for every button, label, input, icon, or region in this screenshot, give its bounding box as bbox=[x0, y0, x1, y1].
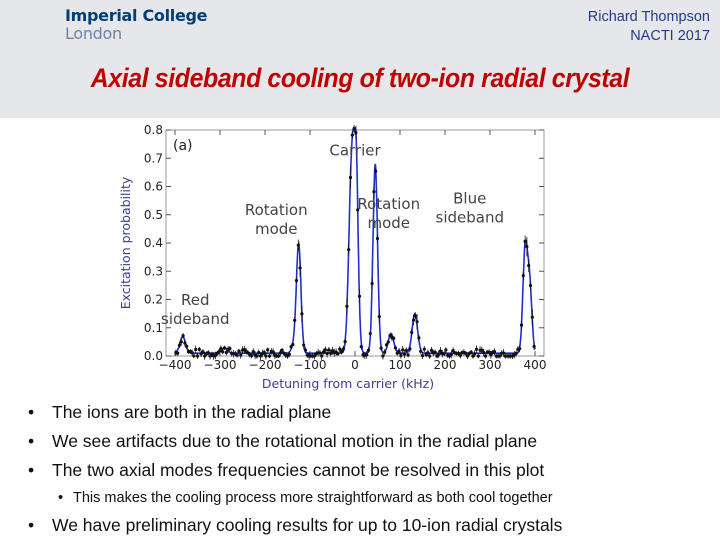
data-point bbox=[439, 349, 442, 352]
annotation-line: sideband bbox=[435, 208, 504, 227]
data-point bbox=[428, 354, 431, 357]
annotation-line: mode bbox=[254, 219, 298, 238]
x-tick-label: 0 bbox=[351, 358, 359, 372]
x-tick-label: 200 bbox=[433, 358, 457, 372]
annotation-line: mode bbox=[367, 214, 411, 233]
data-point bbox=[360, 345, 363, 348]
data-point bbox=[297, 244, 300, 247]
annotation-line: sideband bbox=[161, 310, 230, 329]
bullet-text: We see artifacts due to the rotational motion in the radial plane bbox=[52, 431, 538, 451]
bullet-text: The two axial modes frequencies cannot be resolved in this plot bbox=[52, 460, 545, 480]
x-tick-label: 300 bbox=[478, 358, 502, 372]
bullet-text: The ions are both in the radial plane bbox=[52, 402, 332, 422]
data-point bbox=[345, 305, 348, 308]
data-point bbox=[380, 347, 383, 350]
x-axis-label: Detuning from carrier (kHz) bbox=[261, 376, 435, 391]
x-tick-label: 400 bbox=[523, 358, 547, 372]
data-point bbox=[207, 351, 210, 354]
bullet-dot-icon: • bbox=[28, 515, 35, 535]
data-point bbox=[344, 340, 347, 343]
bullet-text: We have preliminary cooling results for up to 10-ion radial crystals bbox=[52, 515, 563, 535]
data-point bbox=[464, 352, 467, 355]
data-point bbox=[236, 354, 239, 357]
data-point bbox=[407, 353, 410, 356]
data-point bbox=[281, 349, 284, 352]
bullet-dot-icon: • bbox=[28, 460, 35, 480]
data-point bbox=[437, 353, 440, 356]
data-point bbox=[475, 348, 478, 351]
data-point bbox=[183, 341, 186, 344]
data-point bbox=[414, 314, 417, 317]
imperial-logo bbox=[65, 7, 207, 43]
data-point bbox=[434, 351, 437, 354]
bullet-text: This makes the cooling process more straightforward as both cool together bbox=[73, 490, 553, 506]
data-point bbox=[342, 348, 345, 351]
data-point bbox=[354, 131, 357, 134]
data-point bbox=[423, 348, 426, 351]
bullet-dot-icon: • bbox=[28, 431, 35, 451]
data-point bbox=[194, 348, 197, 351]
data-point bbox=[351, 133, 354, 136]
data-point bbox=[518, 347, 521, 350]
data-point bbox=[225, 351, 228, 354]
annotation-line: Rotation bbox=[244, 200, 308, 219]
data-point bbox=[421, 354, 424, 357]
annotation-line: Red bbox=[181, 291, 210, 310]
slide-header bbox=[0, 0, 720, 118]
data-point bbox=[426, 351, 429, 354]
annotation-line: Blue bbox=[453, 189, 487, 208]
data-point bbox=[182, 334, 185, 337]
data-point bbox=[498, 354, 501, 357]
data-point bbox=[320, 354, 323, 357]
panel-label: (a) bbox=[173, 138, 193, 154]
data-point bbox=[336, 352, 339, 355]
data-point bbox=[358, 295, 361, 298]
data-point bbox=[324, 348, 327, 351]
data-point bbox=[239, 354, 242, 357]
data-point bbox=[515, 352, 518, 355]
data-point bbox=[347, 248, 350, 251]
data-point bbox=[527, 264, 530, 267]
data-point bbox=[367, 349, 370, 352]
data-point bbox=[300, 312, 303, 315]
data-point bbox=[295, 279, 298, 282]
data-point bbox=[459, 354, 462, 357]
y-tick-label: 0.2 bbox=[143, 292, 163, 307]
data-point bbox=[365, 353, 368, 356]
data-point bbox=[405, 349, 408, 352]
data-point bbox=[353, 127, 356, 130]
slide-title: Axial sideband cooling of two-ion radial crystal bbox=[90, 63, 630, 93]
data-point bbox=[419, 350, 422, 353]
peak-annotation bbox=[329, 141, 381, 159]
data-point bbox=[272, 350, 275, 353]
data-point bbox=[263, 351, 266, 354]
data-point bbox=[372, 190, 375, 193]
y-tick-label: 0.8 bbox=[143, 123, 163, 137]
data-point bbox=[520, 323, 523, 326]
data-point bbox=[327, 348, 330, 351]
data-point bbox=[318, 351, 321, 354]
data-point bbox=[326, 352, 329, 355]
data-point bbox=[255, 354, 258, 357]
data-point bbox=[533, 345, 536, 348]
data-point bbox=[266, 348, 269, 351]
data-point bbox=[268, 354, 271, 357]
data-point bbox=[304, 349, 307, 352]
data-point bbox=[288, 353, 291, 356]
annotation-line: Rotation bbox=[357, 195, 421, 214]
data-point bbox=[237, 350, 240, 353]
data-point bbox=[529, 284, 532, 287]
data-point bbox=[277, 354, 280, 357]
annotation-line: Carrier bbox=[329, 141, 381, 160]
data-point bbox=[302, 344, 305, 347]
data-point bbox=[381, 354, 384, 357]
data-point bbox=[178, 343, 181, 346]
bullet-dot-icon: • bbox=[58, 490, 64, 506]
data-point bbox=[531, 316, 534, 319]
author-block bbox=[588, 8, 710, 46]
data-point bbox=[378, 315, 381, 318]
y-tick-label: 0.5 bbox=[143, 207, 163, 222]
data-point bbox=[198, 348, 201, 351]
logo-line-2: London bbox=[65, 24, 122, 43]
data-point bbox=[228, 347, 231, 350]
data-point bbox=[349, 176, 352, 179]
data-point bbox=[417, 336, 420, 339]
data-point bbox=[196, 354, 199, 357]
data-point bbox=[369, 332, 372, 335]
data-point bbox=[488, 350, 491, 353]
data-point bbox=[176, 352, 179, 355]
data-point bbox=[221, 350, 224, 353]
logo-line-1: Imperial College bbox=[65, 6, 208, 25]
data-point bbox=[392, 337, 395, 340]
data-point bbox=[180, 340, 183, 343]
x-tick-label: 100 bbox=[388, 358, 412, 372]
x-tick-label: −100 bbox=[293, 358, 327, 372]
author-name: Richard Thompson bbox=[587, 9, 710, 25]
data-point bbox=[371, 282, 374, 285]
y-tick-label: 0.4 bbox=[143, 236, 163, 250]
data-point bbox=[403, 353, 406, 356]
data-point bbox=[383, 351, 386, 354]
data-point bbox=[293, 319, 296, 322]
y-tick-label: 0.1 bbox=[143, 320, 163, 335]
data-point bbox=[522, 274, 525, 277]
data-point bbox=[443, 352, 446, 355]
data-point bbox=[444, 348, 447, 351]
data-point bbox=[191, 351, 194, 354]
data-point bbox=[502, 351, 505, 354]
data-point bbox=[291, 343, 294, 346]
data-point bbox=[192, 354, 195, 357]
y-axis-label: Excitation probability bbox=[118, 176, 133, 310]
y-tick-label: 0.7 bbox=[143, 151, 163, 166]
data-point bbox=[299, 266, 302, 269]
data-point bbox=[401, 348, 404, 351]
data-point bbox=[374, 170, 377, 173]
data-point bbox=[399, 354, 402, 357]
data-point bbox=[470, 351, 473, 354]
y-tick-label: 0.0 bbox=[143, 349, 163, 363]
data-point bbox=[493, 350, 496, 353]
data-point bbox=[473, 352, 476, 355]
spectrum-chart bbox=[118, 122, 558, 394]
x-tick-label: −300 bbox=[203, 358, 237, 372]
data-point bbox=[412, 319, 415, 322]
data-point bbox=[387, 340, 390, 343]
data-point bbox=[385, 343, 388, 346]
data-point bbox=[223, 346, 226, 349]
data-point bbox=[257, 351, 260, 354]
data-point bbox=[394, 346, 397, 349]
x-tick-label: −200 bbox=[248, 358, 282, 372]
x-tick-label: −400 bbox=[158, 358, 192, 372]
y-tick-label: 0.6 bbox=[143, 179, 163, 194]
data-point bbox=[416, 320, 419, 323]
data-point bbox=[524, 240, 527, 243]
data-point bbox=[279, 351, 282, 354]
data-point bbox=[450, 353, 453, 356]
data-point bbox=[219, 347, 222, 350]
data-point bbox=[250, 354, 253, 357]
data-point bbox=[477, 354, 480, 357]
data-point bbox=[408, 347, 411, 350]
y-tick-label: 0.3 bbox=[143, 264, 163, 279]
data-point bbox=[252, 350, 255, 353]
data-point bbox=[185, 345, 188, 348]
data-point bbox=[410, 331, 413, 334]
data-point bbox=[525, 245, 528, 248]
data-point bbox=[264, 354, 267, 357]
data-point bbox=[376, 237, 379, 240]
data-point bbox=[484, 354, 487, 357]
data-point bbox=[218, 350, 221, 353]
data-point bbox=[482, 351, 485, 354]
data-point bbox=[201, 350, 204, 353]
author-event: NACTI 2017 bbox=[630, 28, 710, 44]
bullet-dot-icon: • bbox=[28, 402, 35, 422]
data-point bbox=[398, 349, 401, 352]
